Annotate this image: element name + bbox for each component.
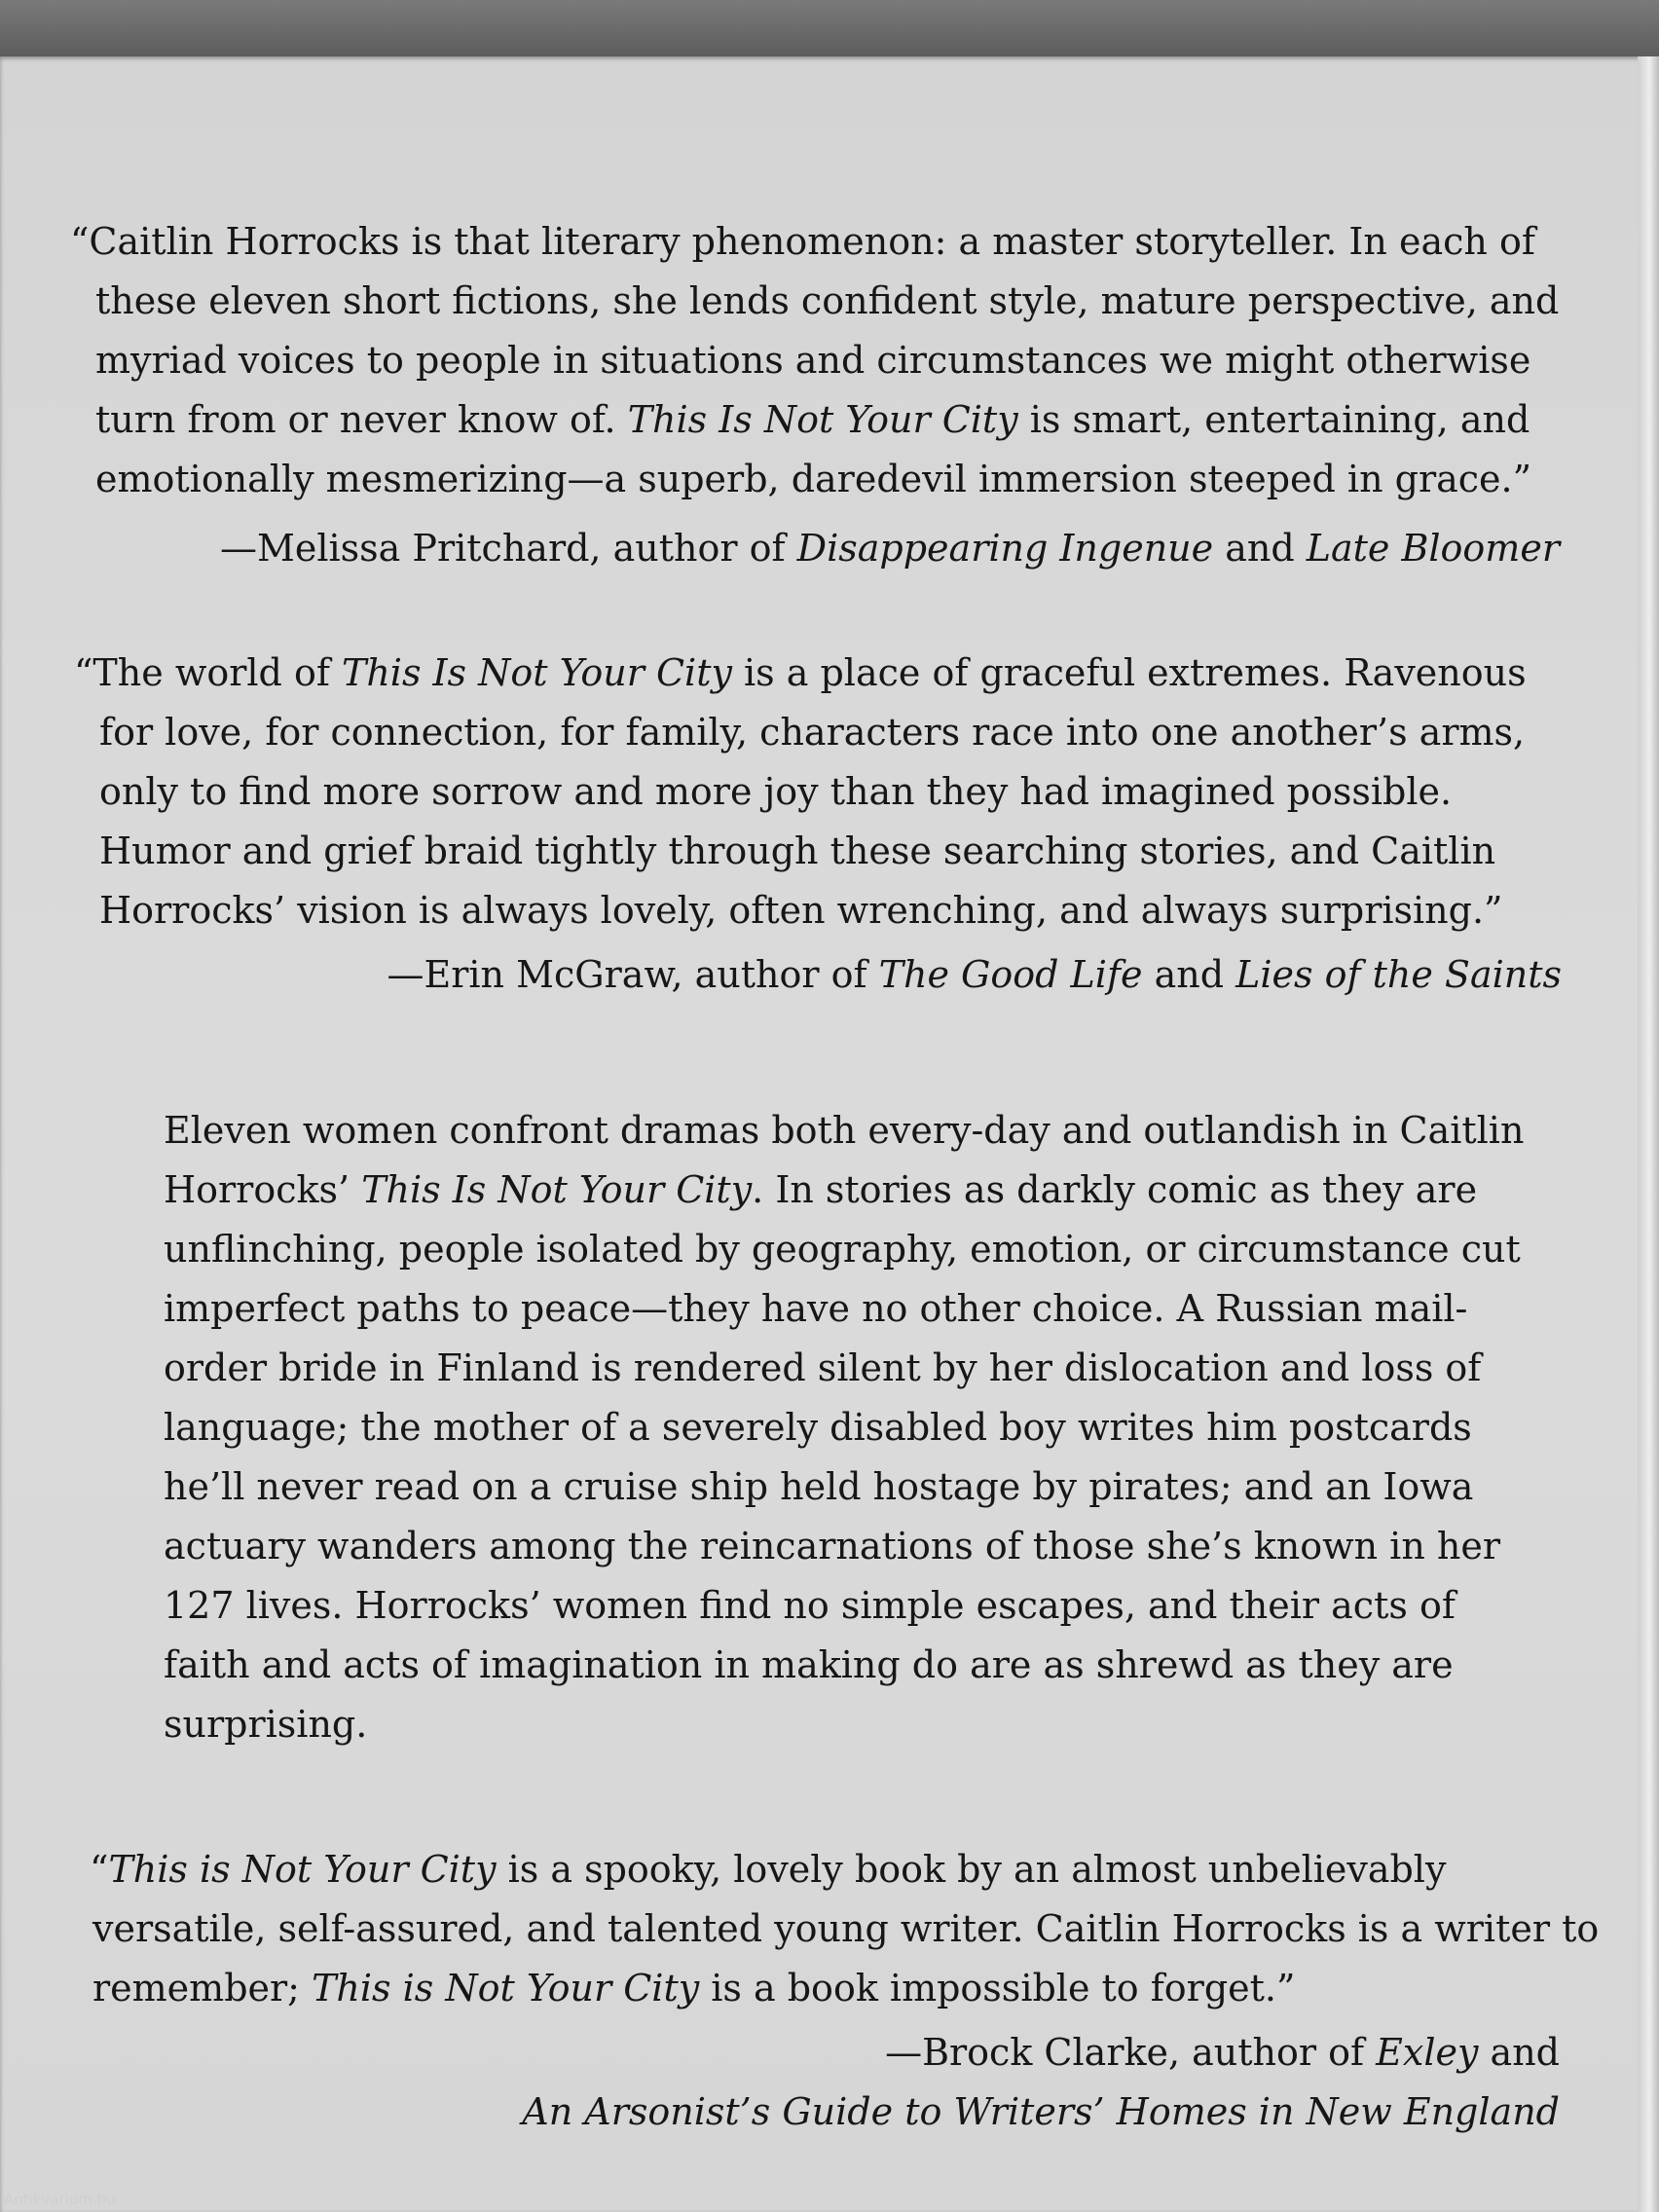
book-title: This is Not Your City xyxy=(312,1967,700,2009)
quote-text: is a book impossible to forget.” xyxy=(699,1967,1296,2009)
quote-text: remember; xyxy=(92,1967,313,2009)
quote-line: Humor and grief braid tightly through these searching stories, and Caitlin xyxy=(99,830,1496,872)
quote-text: “The world of xyxy=(74,651,342,694)
description-text: Horrocks’ xyxy=(164,1168,362,1211)
review-quote-pritchard xyxy=(70,212,1560,509)
quote-text: “ xyxy=(90,1848,109,1891)
book-title: Disappearing Ingenue xyxy=(796,527,1214,570)
quote-line xyxy=(90,1840,1569,1899)
description-text: . In stories as darkly comic as they are xyxy=(752,1168,1478,1211)
book-title: This Is Not Your City xyxy=(341,651,732,694)
quote-text: turn from or never know of. xyxy=(95,398,628,441)
quote-line xyxy=(70,390,1530,450)
attribution-prefix: —Melissa Pritchard, author of xyxy=(219,527,797,570)
description-line xyxy=(164,1161,1480,1220)
book-title: This is Not Your City xyxy=(108,1848,497,1891)
book-title: Exley xyxy=(1376,2031,1479,2074)
description-line: order bride in Finland is rendered silent by her dislocation and loss of xyxy=(164,1346,1482,1389)
quote-text: is a place of graceful extremes. Ravenous xyxy=(731,651,1527,694)
quote-line: only to find more sorrow and more joy than they had imagined possible. xyxy=(99,770,1453,813)
attribution-joiner: and xyxy=(1478,2031,1560,2074)
attribution-pritchard xyxy=(97,519,1560,578)
quote-line: these eleven short fictions, she lends confident style, mature perspective, and xyxy=(95,279,1560,322)
book-title: This Is Not Your City xyxy=(361,1168,753,1211)
attribution-line xyxy=(97,2023,1560,2083)
quote-line xyxy=(74,644,1534,703)
review-quote-clarke xyxy=(90,1840,1600,2018)
book-title: Late Bloomer xyxy=(1306,527,1560,570)
description-line: he’ll never read on a cruise ship held hostage by pirates; and an Iowa xyxy=(164,1465,1474,1508)
quote-line: for love, for connection, for family, characters race into one another’s arms, xyxy=(99,711,1526,754)
attribution-clarke xyxy=(97,2023,1560,2142)
description-line: language; the mother of a severely disabled boy writes him postcards xyxy=(164,1406,1472,1449)
description-line: 127 lives. Horrocks’ women find no simple escapes, and their acts of xyxy=(164,1584,1456,1627)
book-title: The Good Life xyxy=(878,953,1143,996)
description-line: Eleven women confront dramas both every-day and outlandish in Caitlin xyxy=(164,1109,1525,1152)
attribution-joiner: and xyxy=(1142,953,1236,996)
attribution-joiner: and xyxy=(1213,527,1307,570)
book-description xyxy=(164,1101,1525,1754)
quote-line: versatile, self-assured, and talented young writer. Caitlin Horrocks is a writer to xyxy=(92,1907,1600,1950)
description-line: unflinching, people isolated by geography, emotion, or circumstance cut xyxy=(164,1228,1521,1271)
book-title: This Is Not Your City xyxy=(627,398,1018,441)
cover-edge xyxy=(1638,56,1659,2212)
book-title: An Arsonist’s Guide to Writers’ Homes in New England xyxy=(522,2090,1560,2133)
quote-line: myriad voices to people in situations and circumstances we might otherwise xyxy=(95,339,1531,382)
review-quote-mcgraw xyxy=(74,644,1534,940)
quote-line: “Caitlin Horrocks is that literary phenomenon: a master storyteller. In each of xyxy=(70,220,1535,263)
description-line: actuary wanders among the reincarnations of those she’s known in her xyxy=(164,1525,1501,1567)
quote-line: emotionally mesmerizing—a superb, daredevil immersion steeped in grace.” xyxy=(95,458,1532,500)
background-surface xyxy=(0,0,1659,62)
description-line: faith and acts of imagination in making do are as shrewd as they are xyxy=(164,1643,1454,1686)
quote-text: is a spooky, lovely book by an almost unbelievably xyxy=(496,1848,1447,1891)
description-line: imperfect paths to peace—they have no other choice. A Russian mail- xyxy=(164,1287,1468,1330)
attribution-prefix: —Brock Clarke, author of xyxy=(885,2031,1377,2074)
attribution-prefix: —Erin McGraw, author of xyxy=(387,953,879,996)
quote-line: Horrocks’ vision is always lovely, often wrenching, and always surprising.” xyxy=(99,889,1503,932)
book-title: Lies of the Saints xyxy=(1235,953,1562,996)
watermark-text: Antikvarium.hu xyxy=(4,2191,116,2208)
quote-line xyxy=(90,1959,1569,2018)
description-line: surprising. xyxy=(164,1703,368,1746)
attribution-mcgraw xyxy=(97,945,1562,1005)
quote-text: is smart, entertaining, and xyxy=(1017,398,1530,441)
